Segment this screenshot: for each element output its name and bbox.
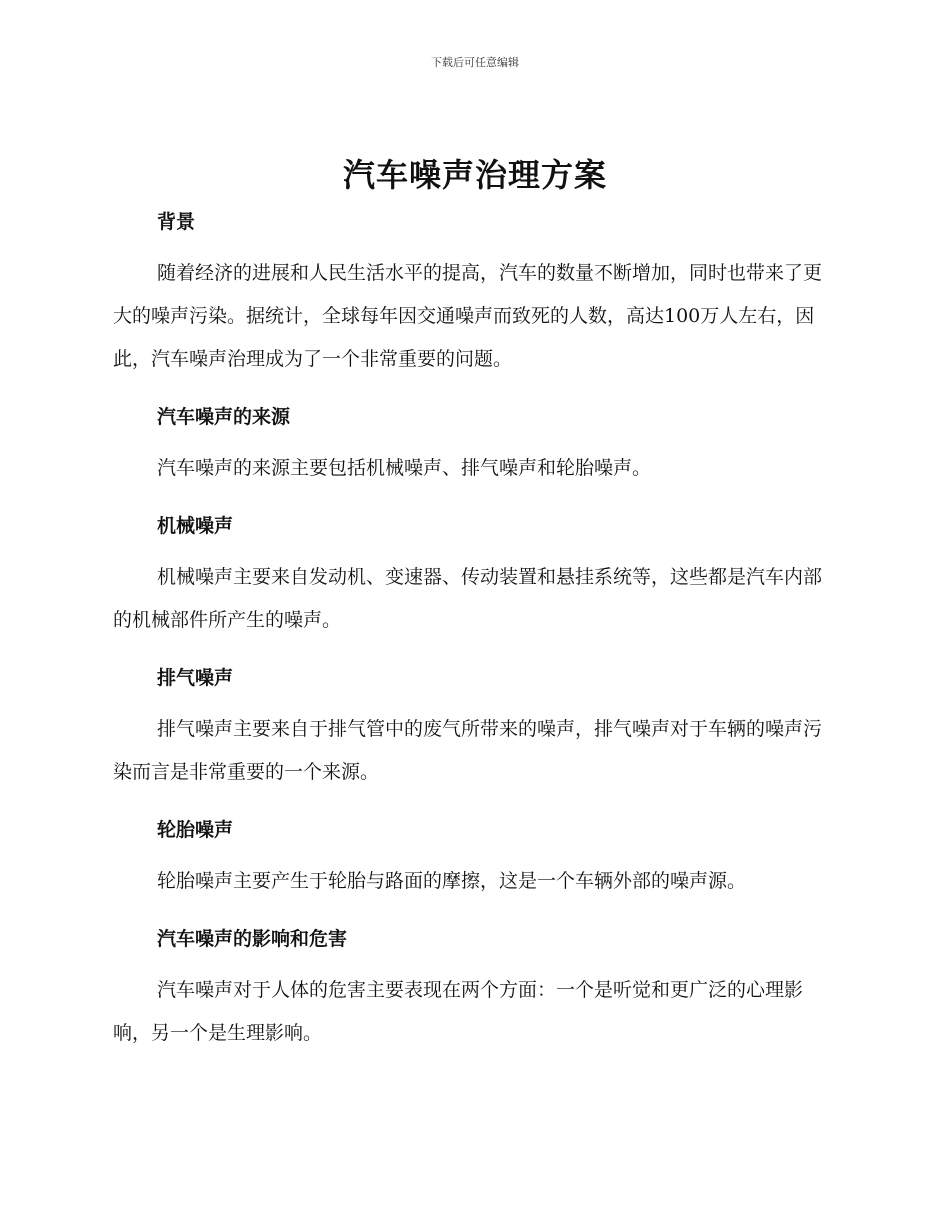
paragraph-tire-noise: 轮胎噪声主要产生于轮胎与路面的摩擦，这是一个车辆外部的噪声源。 [157, 870, 747, 892]
paragraph-background: 随着经济的进展和人民生活水平的提高，汽车的数量不断增加，同时也带来了更大的噪声污染。据统计，全球每年因交通噪声而致死的人数，高达100万人左右，因此，汽车噪声治理成为了一个非常重要的问题。 [113, 262, 823, 370]
header-note: 下载后可任意编辑 [431, 56, 519, 69]
section-heading-noise-sources: 汽车噪声的来源 [157, 406, 291, 428]
section-heading-background: 背景 [157, 211, 196, 233]
document-title: 汽车噪声治理方案 [342, 156, 607, 194]
section-heading-mechanical-noise: 机械噪声 [157, 515, 234, 537]
section-heading-exhaust-noise: 排气噪声 [157, 667, 234, 689]
paragraph-impact-harm: 汽车噪声对于人体的危害主要表现在两个方面：一个是听觉和更广泛的心理影响，另一个是生理影响。 [113, 979, 804, 1044]
section-heading-impact-harm: 汽车噪声的影响和危害 [157, 928, 348, 950]
section-heading-tire-noise: 轮胎噪声 [157, 819, 234, 841]
paragraph-mechanical-noise: 机械噪声主要来自发动机、变速器、传动装置和悬挂系统等，这些都是汽车内部的机械部件所产生的噪声。 [113, 566, 823, 631]
paragraph-noise-sources: 汽车噪声的来源主要包括机械噪声、排气噪声和轮胎噪声。 [157, 457, 652, 479]
paragraph-exhaust-noise: 排气噪声主要来自于排气管中的废气所带来的噪声，排气噪声对于车辆的噪声污染而言是非常重要的一个来源。 [113, 718, 823, 783]
